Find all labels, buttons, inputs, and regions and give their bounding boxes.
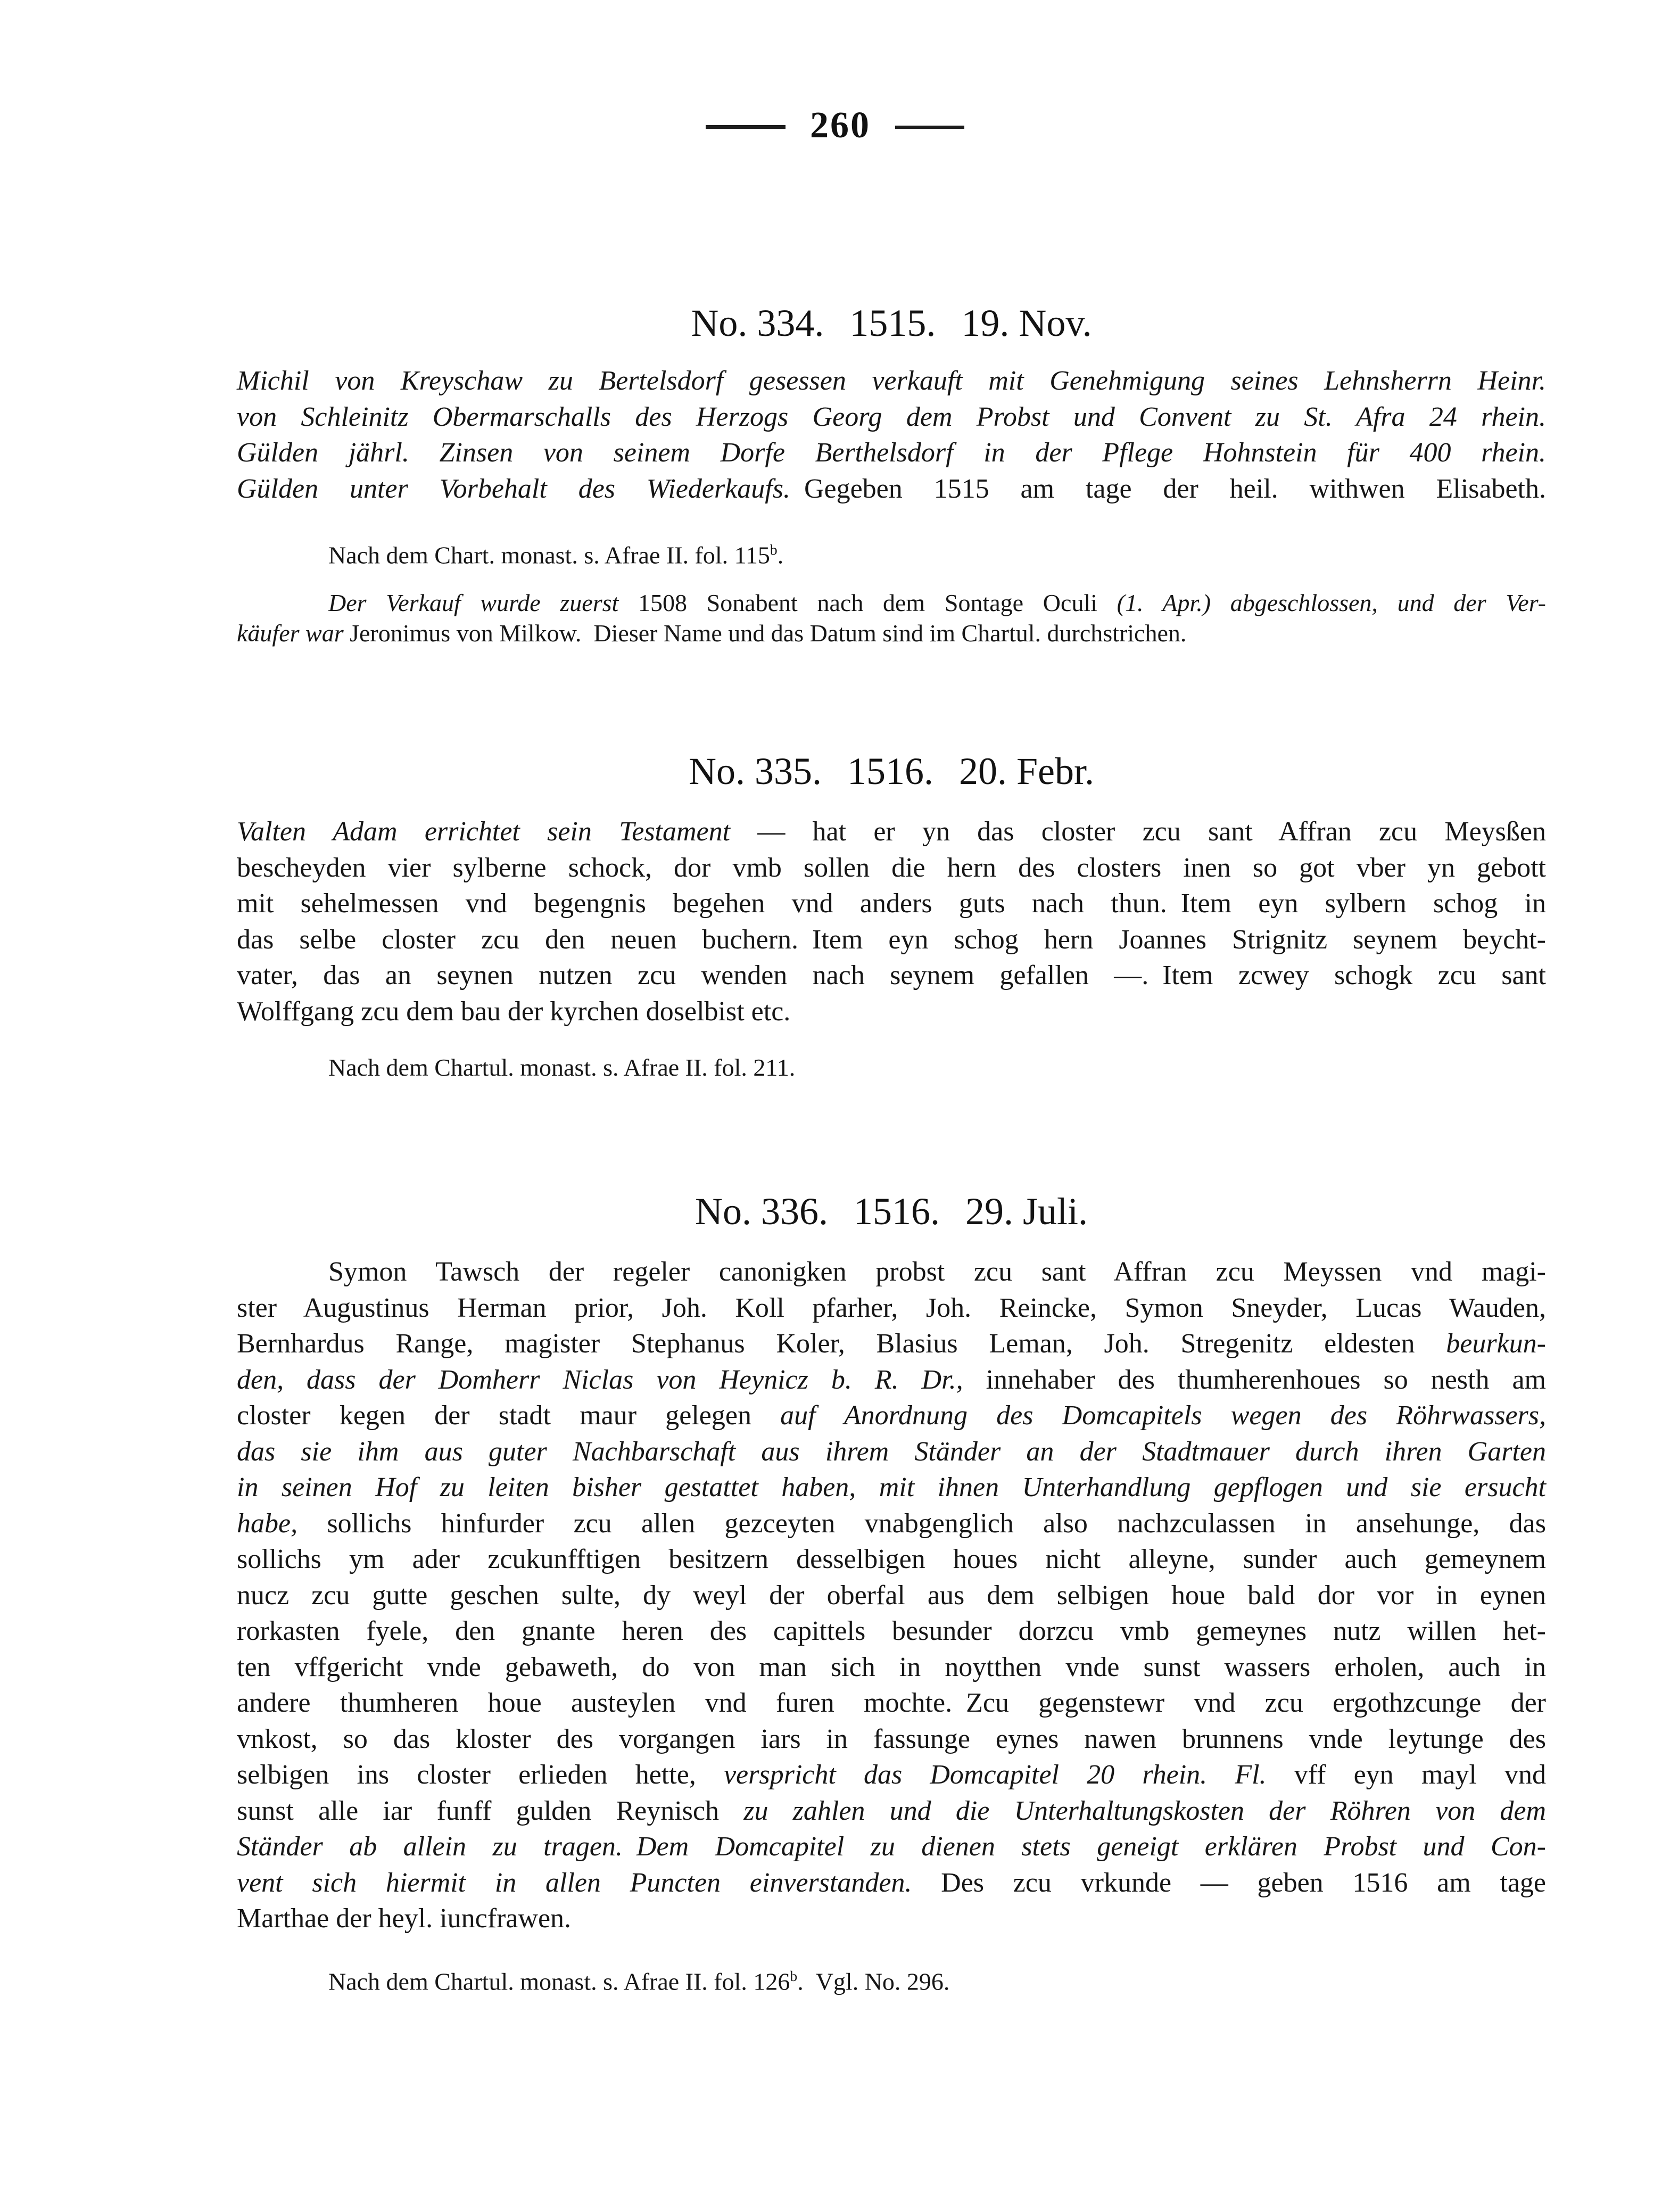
entry-336-heading: [237, 1190, 1546, 1234]
roman-text: closter kegen der stadt maur gelegen: [237, 1400, 781, 1431]
entry-336-date: 29. Juli.: [965, 1190, 1088, 1233]
italic-text: Gülden jährl. Zinsen von seinem Dorfe Berthelsdorf in der Pflege Hohnstein für 400 rhein.: [237, 438, 1546, 468]
text-line: [237, 1398, 1546, 1434]
entry-335-year: 1516.: [847, 750, 933, 793]
entry-336-number: No. 336.: [695, 1190, 828, 1233]
italic-text: auf Anordnung des Domcapitels wegen des Röhrwassers,: [780, 1400, 1547, 1431]
roman-text: Nach dem Chartul. monast. s. Afrae II. fol. 126: [328, 1968, 790, 1995]
roman-text: Nach dem Chartul. monast. s. Afrae II. fol. 211.: [328, 1054, 796, 1081]
text-line: [237, 1362, 1546, 1398]
italic-text: das sie ihm aus guter Nachbarschaft aus ihrem Ständer an der Stadtmauer durch ihren Garten: [237, 1436, 1546, 1467]
text-line: [237, 1506, 1546, 1542]
text-line: [237, 588, 1546, 618]
roman-text: bescheyden vier sylberne schock, dor vmb sollen die hern des closters inen so got vber yn gebott: [237, 852, 1546, 883]
text-line: [237, 471, 1546, 507]
roman-text: sunst alle iar funff gulden Reynisch: [237, 1795, 744, 1826]
text-line: [237, 534, 1546, 570]
text-line: [237, 1901, 1546, 1937]
entry-336-source-note: [237, 1961, 1546, 1996]
roman-text: — hat er yn das closter zcu sant Affran zcu Meysßen: [757, 816, 1546, 847]
roman-text: ster Augustinus Herman prior, Joh. Koll pfarher, Joh. Reincke, Symon Sneyder, Lucas Wauden,: [237, 1292, 1546, 1323]
text-line: [237, 435, 1546, 471]
italic-text: Valten Adam errichtet sein Testament: [237, 816, 758, 847]
text-line: [237, 1613, 1546, 1649]
header-rule-right: [895, 126, 964, 129]
entry-334-editorial-note: [237, 588, 1546, 648]
italic-text: zu zahlen und die Unterhaltungskosten der Röhren von dem: [743, 1795, 1547, 1826]
text-line: [237, 363, 1546, 399]
roman-text: Marthae der heyl. iuncfrawen.: [237, 1903, 572, 1934]
roman-text: sollichs ym ader zcukunfftigen besitzern desselbigen houes nicht alleyne, sunder auch gemeynem: [237, 1544, 1546, 1574]
italic-text: (1. Apr.) abgeschlossen, und der Ver-: [1117, 589, 1546, 616]
entry-334-heading: [237, 301, 1546, 345]
italic-text: in seinen Hof zu leiten bisher gestattet haben, mit ihnen Unterhandlung gepflogen und sie ersucht: [237, 1472, 1546, 1503]
roman-text: innehaber des thumherenhoues so nesth am: [986, 1364, 1546, 1395]
italic-text: vent sich hiermit in allen Puncten einverstanden.: [237, 1867, 941, 1898]
entry-334-regest: [237, 363, 1546, 507]
italic-text: beurkun-: [1446, 1328, 1546, 1359]
text-line: [237, 1865, 1546, 1901]
italic-text: habe,: [237, 1508, 327, 1539]
roman-text: Nach dem Chart. monast. s. Afrae II. fol. 115: [328, 541, 770, 569]
text-line: [237, 1793, 1546, 1829]
text-line: [237, 399, 1546, 435]
roman-text: Wolffgang zcu dem bau der kyrchen doselbist etc.: [237, 996, 791, 1027]
text-line: [237, 850, 1546, 886]
entry-335-source-note: [237, 1052, 1546, 1083]
text-line: [237, 814, 1546, 850]
roman-text: rorkasten fyele, den gnante heren des capittels besunder dorzcu vmb gemeynes nutz willen het-: [237, 1616, 1546, 1646]
text-line: [237, 1685, 1546, 1721]
header-rule-left: [706, 125, 786, 129]
roman-text: das selbe closter zcu den neuen buchern. Item eyn schog hern Joannes Strignitz seynem beycht-: [237, 924, 1546, 955]
text-line: [237, 1326, 1546, 1362]
text-line: [237, 886, 1546, 922]
roman-text: selbigen ins closter erlieden hette,: [237, 1760, 724, 1790]
italic-text: Michil von Kreyschaw zu Bertelsdorf gesessen verkauft mit Genehmigung seines Lehnsherrn Heinr.: [237, 366, 1546, 396]
entry-336-year: 1516.: [853, 1190, 940, 1233]
entry-335-regest: [237, 814, 1546, 1029]
italic-text: Ständer ab allein zu tragen. Dem Domcapitel zu dienen stets geneigt erklären Probst und Con-: [237, 1831, 1546, 1862]
roman-text: Symon Tawsch der regeler canonigken probst zcu sant Affran zcu Meyssen vnd magi-: [328, 1257, 1546, 1287]
text-line: [237, 1961, 1546, 1996]
text-line: [237, 1829, 1546, 1865]
roman-text: . Vgl. No. 296.: [797, 1968, 950, 1995]
text-line: [237, 1470, 1546, 1506]
roman-text: ten vffgericht vnde gebaweth, do von man sich in noytthen vnde sunst wassers erholen, auch in: [237, 1652, 1546, 1682]
roman-text: Des zcu vrkunde — geben 1516 am tage: [941, 1867, 1546, 1898]
entry-335-heading: [237, 749, 1546, 794]
roman-text: Bernhardus Range, magister Stephanus Koler, Blasius Leman, Joh. Stregenitz eldesten: [237, 1328, 1446, 1359]
roman-text: Gegeben 1515 am tage der heil. withwen Elisabeth.: [804, 473, 1546, 504]
roman-text: vff eyn mayl vnd: [1294, 1760, 1546, 1790]
entry-335-date: 20. Febr.: [958, 750, 1094, 793]
roman-text: Jeronimus von Milkow. Dieser Name und das Datum sind im Chartul. durchstrichen.: [350, 620, 1187, 647]
text-line: [237, 1757, 1546, 1793]
entry-334-number: No. 334.: [691, 302, 824, 344]
roman-text: 1508 Sonabent nach dem Sontage Oculi: [638, 589, 1117, 616]
roman-text: vater, das an seynen nutzen zcu wenden nach seynem gefallen —. Item zcwey schogk zcu sant: [237, 960, 1546, 991]
page-number: 260: [810, 105, 871, 146]
text-line: [237, 958, 1546, 994]
text-line: [237, 1290, 1546, 1326]
text-line: [237, 1649, 1546, 1686]
italic-text: käufer war: [237, 620, 350, 647]
italic-text: Gülden unter Vorbehalt des Wiederkaufs.: [237, 473, 804, 504]
text-line: [237, 994, 1546, 1030]
text-line: [237, 1254, 1546, 1290]
text-line: [237, 1721, 1546, 1757]
superscript-text: b: [770, 541, 778, 558]
page-header: [0, 104, 1670, 147]
text-line: [237, 1434, 1546, 1470]
roman-text: nucz zcu gutte geschen sulte, dy weyl der oberfal aus dem selbigen houe bald dor vor in eynen: [237, 1580, 1546, 1611]
text-line: [237, 1052, 1546, 1083]
entry-334-year: 1515.: [849, 302, 936, 344]
roman-text: andere thumheren houe austeylen vnd furen mochte. Zcu gegenstewr vnd zcu ergothzcunge der: [237, 1688, 1546, 1718]
entry-336-regest: [237, 1254, 1546, 1937]
entry-335-number: No. 335.: [688, 750, 822, 793]
entry-334-source-note: [237, 534, 1546, 570]
italic-text: von Schleinitz Obermarschalls des Herzogs Georg dem Probst und Convent zu St. Afra 24 rhein.: [237, 401, 1546, 432]
text-line: [237, 1578, 1546, 1614]
italic-text: den, dass der Domherr Niclas von Heynicz b. R. Dr.,: [237, 1364, 986, 1395]
entry-334-date: 19. Nov.: [961, 302, 1092, 344]
italic-text: verspricht das Domcapitel 20 rhein. Fl.: [723, 1760, 1294, 1790]
roman-text: .: [777, 541, 784, 569]
superscript-text: b: [790, 1968, 798, 1984]
text-line: [237, 618, 1546, 648]
roman-text: vnkost, so das kloster des vorgangen iars in fassunge eynes nawen brunnens vnde leytunge des: [237, 1723, 1546, 1754]
roman-text: sollichs hinfurder zcu allen gezceyten vnabgenglich also nachzculassen in ansehunge, das: [327, 1508, 1546, 1539]
text-line: [237, 922, 1546, 958]
italic-text: Der Verkauf wurde zuerst: [328, 589, 638, 616]
roman-text: mit sehelmessen vnd begengnis begehen vnd anders guts nach thun. Item eyn sylbern schog in: [237, 888, 1546, 919]
text-line: [237, 1541, 1546, 1578]
